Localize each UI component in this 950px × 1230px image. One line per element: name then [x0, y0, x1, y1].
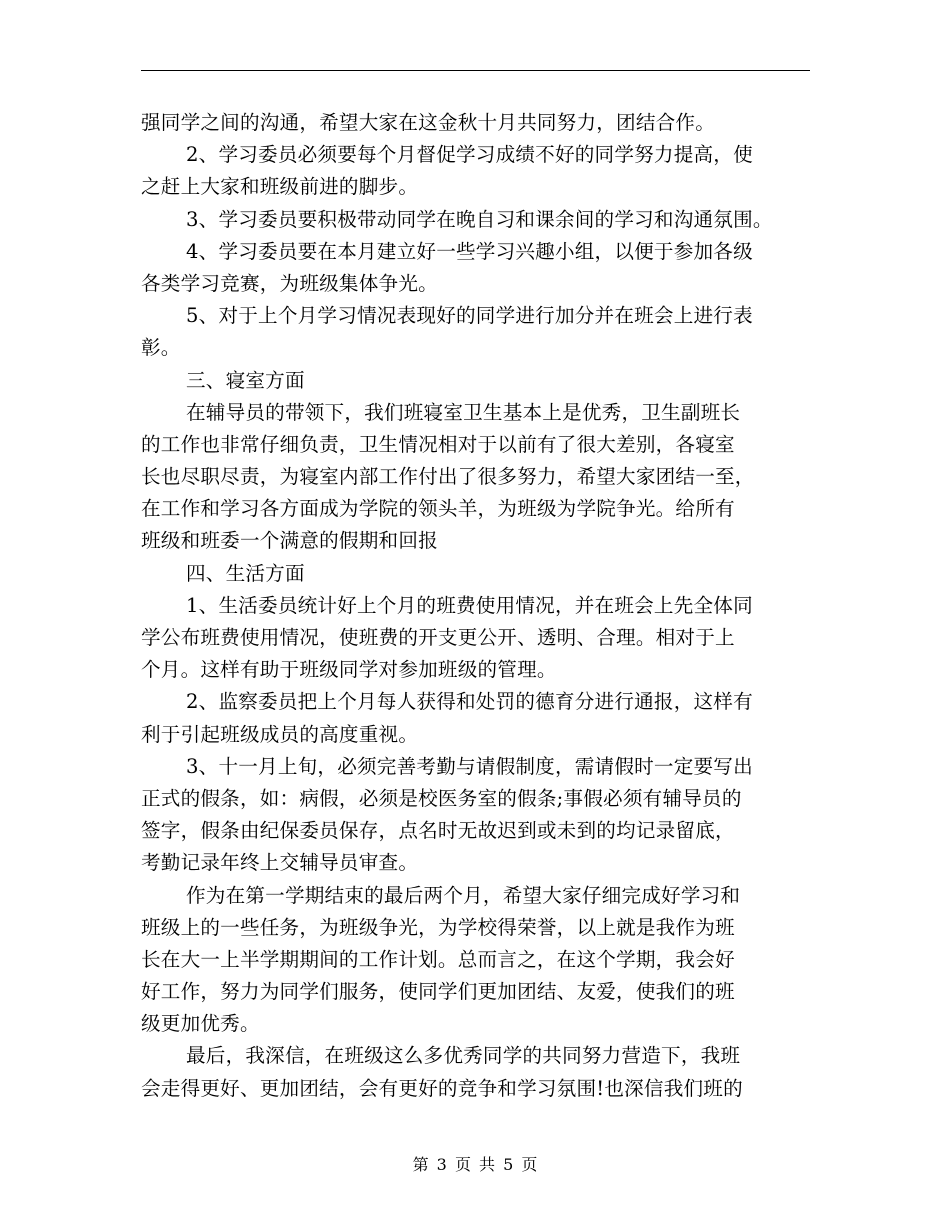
text-line: 作为在第一学期结束的最后两个月，希望大家仔细完成好学习和 — [186, 883, 741, 907]
text-line: 考勤记录年终上交辅导员审查。 — [141, 851, 419, 875]
text-line: 彰。 — [141, 336, 181, 360]
text-line: 长也尽职尽责，为寝室内部工作付出了很多努力，希望大家团结一至， — [141, 465, 755, 489]
text-line: 在辅导员的带领下，我们班寝室卫生基本上是优秀，卫生副班长 — [186, 400, 741, 424]
text-line: 3、学习委员要积极带动同学在晚自习和课余间的学习和沟通氛围。 — [186, 207, 773, 231]
text-line: 班级和班委一个满意的假期和回报 — [141, 529, 438, 553]
text-line: 3、十一月上旬，必须完善考勤与请假制度，需请假时一定要写出 — [186, 754, 753, 778]
text-line: 三、寝室方面 — [186, 368, 305, 392]
page-footer: 第 3 页 共 5 页 — [412, 1155, 538, 1174]
text-line: 2、监察委员把上个月每人获得和处罚的德育分进行通报，这样有 — [186, 690, 753, 714]
text-line: 各类学习竞赛，为班级集体争光。 — [141, 271, 438, 295]
text-line: 学公布班费使用情况，使班费的开支更公开、透明、合理。相对于上 — [141, 626, 735, 649]
text-line: 的工作也非常仔细负责，卫生情况相对于以前有了很大差别，各寝室 — [141, 432, 735, 456]
text-line: 好工作，努力为同学们服务，使同学们更加团结、友爱，使我们的班 — [141, 980, 735, 1004]
text-line: 班级上的一些任务，为班级争光，为学校得荣誉，以上就是我作为班 — [141, 915, 735, 939]
text-line: 之赶上大家和班级前进的脚步。 — [141, 175, 419, 199]
text-line: 利于引起班级成员的高度重视。 — [141, 722, 419, 746]
document-body — [141, 107, 821, 1105]
text-line: 签字，假条由纪保委员保存，点名时无故迟到或未到的均记录留底， — [141, 819, 735, 843]
text-line: 强同学之间的沟通，希望大家在这金秋十月共同努力，团结合作。 — [141, 111, 716, 134]
text-line: 级更加优秀。 — [141, 1012, 260, 1036]
text-line: 1、生活委员统计好上个月的班费使用情况，并在班会上先全体同 — [186, 593, 753, 617]
text-line: 在工作和学习各方面成为学院的领头羊，为班级为学院争光。给所有 — [141, 497, 735, 521]
text-line: 5、对于上个月学习情况表现好的同学进行加分并在班会上进行表 — [186, 304, 753, 328]
text-line: 正式的假条，如：病假，必须是校医务室的假条;事假必须有辅导员的 — [141, 786, 742, 810]
text-line: 四、生活方面 — [186, 561, 305, 585]
text-line: 2、学习委员必须要每个月督促学习成绩不好的同学努力提高，使 — [186, 143, 753, 167]
text-line: 4、学习委员要在本月建立好一些学习兴趣小组，以便于参加各级 — [186, 239, 753, 263]
header-rule — [141, 70, 810, 71]
text-line: 长在大一上半学期期间的工作计划。总而言之，在这个学期，我会好 — [141, 947, 735, 971]
text-line: 最后，我深信，在班级这么多优秀同学的共同努力营造下，我班 — [186, 1044, 741, 1068]
text-line: 个月。这样有助于班级同学对参加班级的管理。 — [141, 658, 557, 682]
text-line: 会走得更好、更加团结，会有更好的竞争和学习氛围!也深信我们班的 — [141, 1076, 743, 1100]
